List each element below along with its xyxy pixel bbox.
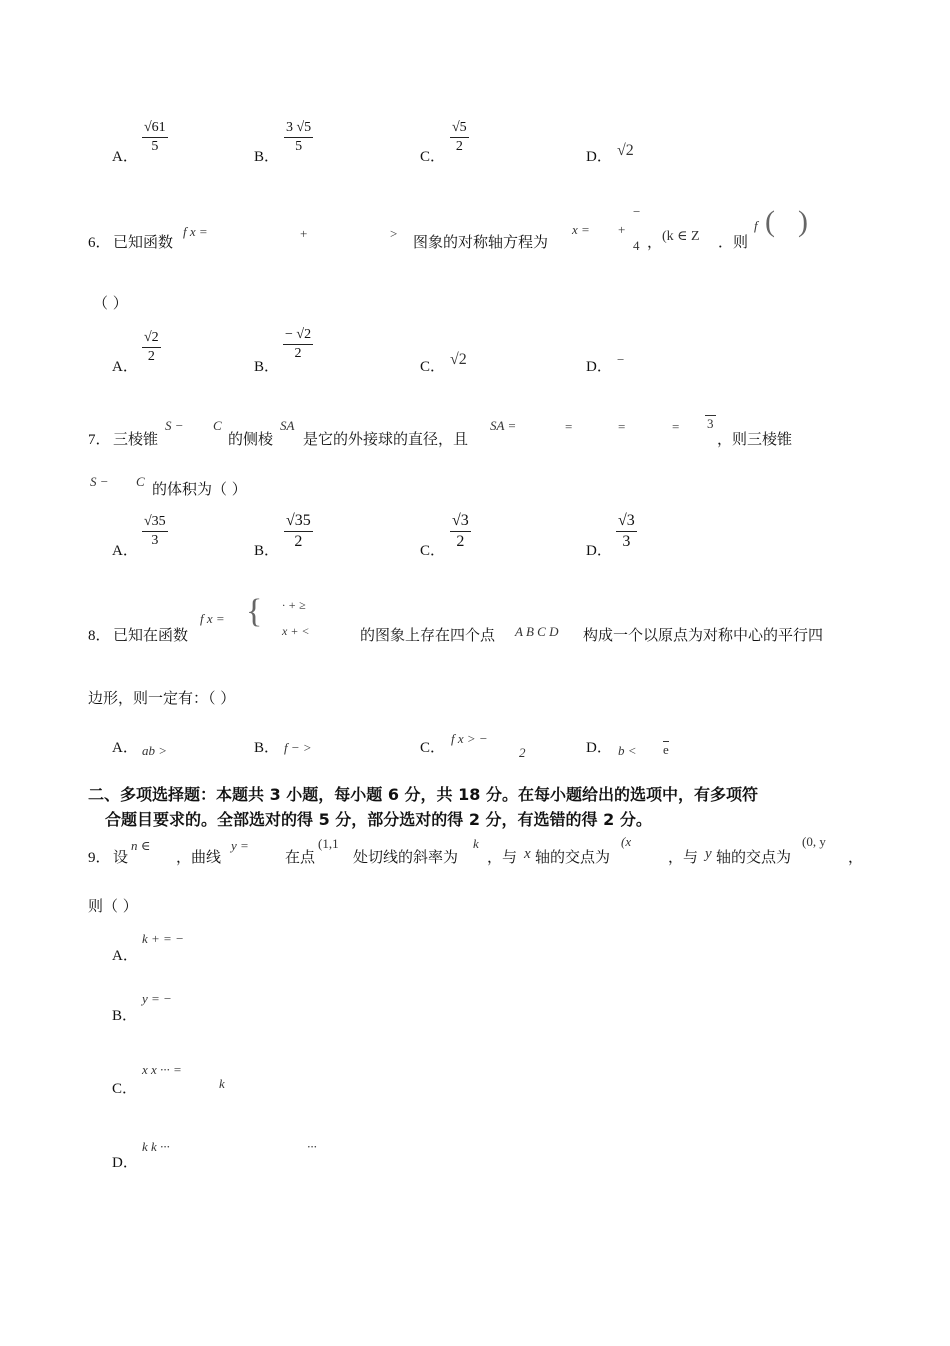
q9-option-c-label: C． [112, 1081, 138, 1097]
q6-option-b-label: B． [254, 359, 280, 375]
q7-option-d-numerator: √3 [616, 512, 637, 532]
q7-math-c: C [213, 418, 222, 433]
q8-option-d-value: b < [618, 743, 637, 758]
q9-math-y-point: (0, y [802, 834, 826, 849]
q7-option-c-label: C． [420, 543, 446, 559]
q9-math-x-point: (x [621, 834, 632, 849]
q8-option-a-label: A． [112, 740, 138, 756]
q5-option-a-denominator: 5 [151, 139, 159, 154]
q9-option-c-extra: k [219, 1076, 225, 1091]
section2-heading-line1: 二、多项选择题：本题共 3 小题，每小题 6 分，共 18 分。在每小题给出的选项中，有多项符 [88, 785, 758, 804]
q6-option-b-denominator: 2 [294, 346, 302, 361]
q6-option-d-label: D． [586, 359, 612, 375]
q7-math-three: 3 [707, 416, 714, 431]
q8-case-2: x + < [282, 624, 310, 638]
q5-option-d-label: D． [586, 149, 612, 165]
q9-math-k: k [473, 836, 479, 851]
q8-math-points: A B C D [515, 624, 559, 639]
q7-math-eq-1: = [565, 419, 573, 434]
q6-math-pi-bar: − [633, 204, 641, 219]
q6-option-d-value: − [617, 352, 625, 367]
q7-math-c-2: C [136, 474, 145, 489]
q9-option-b-label: B． [112, 1008, 138, 1024]
q9-math-y: y [705, 846, 712, 862]
q9-option-d-value: k k ··· [142, 1139, 170, 1154]
q6-math-plus: + [300, 226, 308, 241]
q5-option-c-denominator: 2 [455, 139, 463, 154]
q9-text-3: 在点 [285, 848, 316, 866]
q8-text-1: 已知在函数 [113, 626, 189, 644]
q8-option-d-extra: e [663, 742, 669, 757]
q9-option-d-label: D． [112, 1155, 138, 1171]
q6-text-2: 图象的对称轴方程为 [413, 233, 549, 251]
q6-option-a-fraction [142, 330, 161, 365]
q8-option-c-extra: 2 [519, 745, 526, 760]
q7-option-b-fraction [284, 512, 313, 551]
q6-option-a-label: A． [112, 359, 138, 375]
q7-text-4: ，则三棱锥 [717, 430, 793, 448]
q7-option-b-denominator: 2 [294, 533, 303, 550]
q9-number: 9． [88, 850, 111, 866]
q6-text-3: ， [647, 233, 663, 251]
q6-option-b-fraction [283, 327, 313, 362]
q8-math-function: f x = [200, 611, 225, 626]
q7-option-d-denominator: 3 [622, 533, 631, 550]
q7-option-c-denominator: 2 [456, 533, 465, 550]
q8-option-a-value: ab > [142, 743, 168, 758]
q6-number: 6． [88, 235, 111, 251]
q6-math-k-in-z: (k ∈ Z [662, 229, 700, 244]
q9-text-8: 轴的交点为 [716, 848, 792, 866]
q5-option-c-fraction [450, 120, 469, 155]
q9-option-c-value: x x ··· = [142, 1062, 182, 1077]
q5-option-a-label: A． [112, 149, 138, 165]
q7-text-1: 三棱锥 [113, 430, 159, 448]
q6-math-axis: x = [572, 222, 590, 237]
q5-option-d-value: √2 [617, 142, 634, 159]
q8-case-brace: { [246, 593, 263, 630]
q7-text-2: 的侧棱 [228, 430, 274, 448]
q6-big-paren-right: ) [798, 205, 808, 238]
q9-math-curve: y = [231, 838, 249, 853]
q6-math-four: 4 [633, 238, 640, 253]
q7-math-s-minus: S − [165, 418, 184, 433]
q9-text-6: 轴的交点为 [535, 848, 611, 866]
q9-option-d-extra: ··· [307, 1139, 317, 1154]
q6-option-b-numerator: − √2 [283, 327, 313, 345]
q8-text-3: 构成一个以原点为对称中心的平行四 [583, 626, 824, 644]
q7-option-b-numerator: √35 [284, 512, 313, 532]
q6-math-plus-2: + [618, 222, 626, 237]
q8-number: 8． [88, 628, 111, 644]
q7-option-c-fraction [450, 512, 471, 551]
q9-text-7: ，与 [668, 848, 699, 866]
q7-option-d-fraction [616, 512, 637, 551]
q8-option-c-value: f x > − [451, 731, 488, 746]
q8-option-c-label: C． [420, 740, 446, 756]
q8-case-1: · + ≥ [282, 598, 306, 612]
q9-math-n-in: n ∈ [131, 838, 151, 853]
q6-option-c-value: √2 [450, 351, 467, 368]
q5-option-a-numerator: √61 [142, 120, 168, 138]
q9-text-9: ， [848, 848, 864, 866]
q7-number: 7． [88, 432, 111, 448]
q6-math-function: f x = [183, 224, 208, 239]
q9-option-b-value: y = − [142, 991, 172, 1006]
q7-option-a-fraction [142, 514, 168, 549]
q7-text-3: 是它的外接球的直径，且 [303, 430, 469, 448]
q5-option-b-label: B． [254, 149, 280, 165]
q7-math-eq-2: = [618, 419, 626, 434]
q9-math-point: (1,1 [318, 836, 339, 851]
q9-math-x: x [524, 846, 531, 862]
q6-option-a-numerator: √2 [142, 330, 161, 348]
q7-text-5: 的体积为（ ） [152, 480, 247, 498]
q7-math-sa: SA [280, 418, 295, 433]
q7-option-c-numerator: √3 [450, 512, 471, 532]
q8-text-4: 边形，则一定有：（ ） [88, 689, 236, 707]
q5-option-c-numerator: √5 [450, 120, 469, 138]
q5-option-b-numerator: 3 √5 [284, 120, 313, 138]
q6-math-f: f [754, 218, 758, 233]
q9-text-5: ，与 [487, 848, 518, 866]
q9-text-2: ，曲线 [176, 848, 222, 866]
q6-text-1: 已知函数 [113, 233, 174, 251]
section2-heading-line2: 合题目要求的。全部选对的得 5 分，部分选对的得 2 分，有选错的得 2 分。 [105, 810, 652, 829]
q7-math-sa-eq: SA = [490, 418, 517, 433]
q7-option-d-label: D． [586, 543, 612, 559]
q6-text-4: ．则 [718, 233, 749, 251]
q9-option-a-label: A． [112, 948, 138, 964]
q7-option-a-label: A． [112, 543, 138, 559]
q9-text-10: 则（ ） [88, 897, 138, 915]
q7-option-a-denominator: 3 [151, 533, 159, 548]
q8-text-2: 的图象上存在四个点 [360, 626, 496, 644]
q6-option-a-denominator: 2 [147, 349, 155, 364]
q6-big-paren-left: ( [765, 205, 775, 238]
q7-math-s-minus-2: S − [90, 474, 109, 489]
q6-answer-paren: （ ） [93, 294, 128, 312]
q6-option-c-label: C． [420, 359, 446, 375]
q9-text-1: 设 [113, 848, 129, 866]
q5-option-b-fraction [284, 120, 313, 155]
q8-option-d-label: D． [586, 740, 612, 756]
q9-option-a-value: k + = − [142, 931, 184, 946]
q5-option-b-denominator: 5 [295, 139, 303, 154]
q7-math-eq-3: = [672, 419, 680, 434]
q7-option-a-numerator: √35 [142, 514, 168, 532]
q6-math-gt: > [390, 226, 398, 241]
q8-option-b-value: f − > [284, 740, 312, 755]
q9-text-4: 处切线的斜率为 [353, 848, 459, 866]
q5-option-a-fraction [142, 120, 168, 155]
q8-option-b-label: B． [254, 740, 280, 756]
q5-option-c-label: C． [420, 149, 446, 165]
q7-option-b-label: B． [254, 543, 280, 559]
